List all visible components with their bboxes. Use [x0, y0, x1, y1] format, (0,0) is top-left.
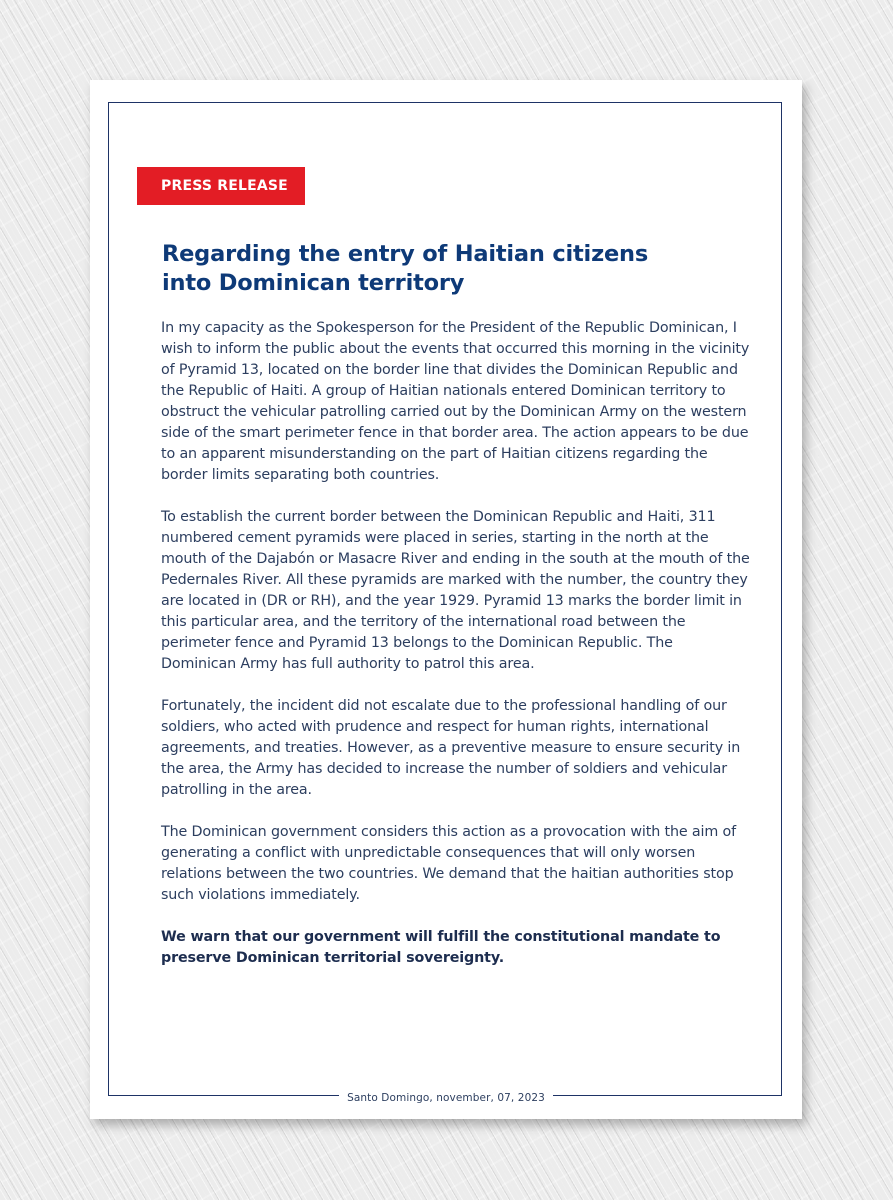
- paragraph-border-pyramids: To establish the current border between the Dominican Republic and Haiti, 311 numbered cement pyramids were placed in series, starting in the north at the mouth of the Dajabón or Masacre River and ending in the south at the mouth of the Pedernales River. All these pyramids are marked with the number, the country they are located in (DR or RH), and the year 1929. Pyramid 13 marks the border limit in this particular area, and the territory of the international road between the perimeter fence and Pyramid 13 belongs to the Dominican Republic. The Dominican Army has full authority to patrol this area.: [161, 509, 750, 672]
- paragraph-government-position: The Dominican government considers this action as a provocation with the aim of generating a conflict with unpredictable consequences that will only worsen relations between the two countries. We demand that the haitian authorities stop such violations immediately.: [161, 824, 736, 903]
- place-date-text: Santo Domingo, november, 07, 2023: [339, 1089, 553, 1107]
- footer-place-date: [90, 1086, 802, 1104]
- press-release-sheet: [90, 80, 802, 1119]
- paragraph-warning: We warn that our government will fulfill the constitutional mandate to preserve Dominican territorial sovereignty.: [161, 929, 721, 966]
- title-line-2: into Dominican territory: [162, 270, 465, 296]
- press-release-badge: PRESS RELEASE: [137, 167, 305, 205]
- paragraph-soldiers-response: Fortunately, the incident did not escalate due to the professional handling of our soldiers, who acted with prudence and respect for human rights, international agreements, and treaties. However, as a preventive measure to ensure security in the area, the Army has decided to increase the number of soldiers and vehicular patrolling in the area.: [161, 698, 741, 798]
- title-line-1: Regarding the entry of Haitian citizens: [162, 241, 649, 267]
- press-release-body: [161, 318, 751, 990]
- press-release-title: [162, 240, 722, 298]
- paragraph-incident: In my capacity as the Spokesperson for the President of the Republic Dominican, I wish to inform the public about the events that occurred this morning in the vicinity of Pyramid 13, located on the border line that divides the Dominican Republic and the Republic of Haiti. A group of Haitian nationals entered Dominican territory to obstruct the vehicular patrolling carried out by the Dominican Army on the western side of the smart perimeter fence in that border area. The action appears to be due to an apparent misunderstanding on the part of Haitian citizens regarding the border limits separating both countries.: [161, 320, 750, 483]
